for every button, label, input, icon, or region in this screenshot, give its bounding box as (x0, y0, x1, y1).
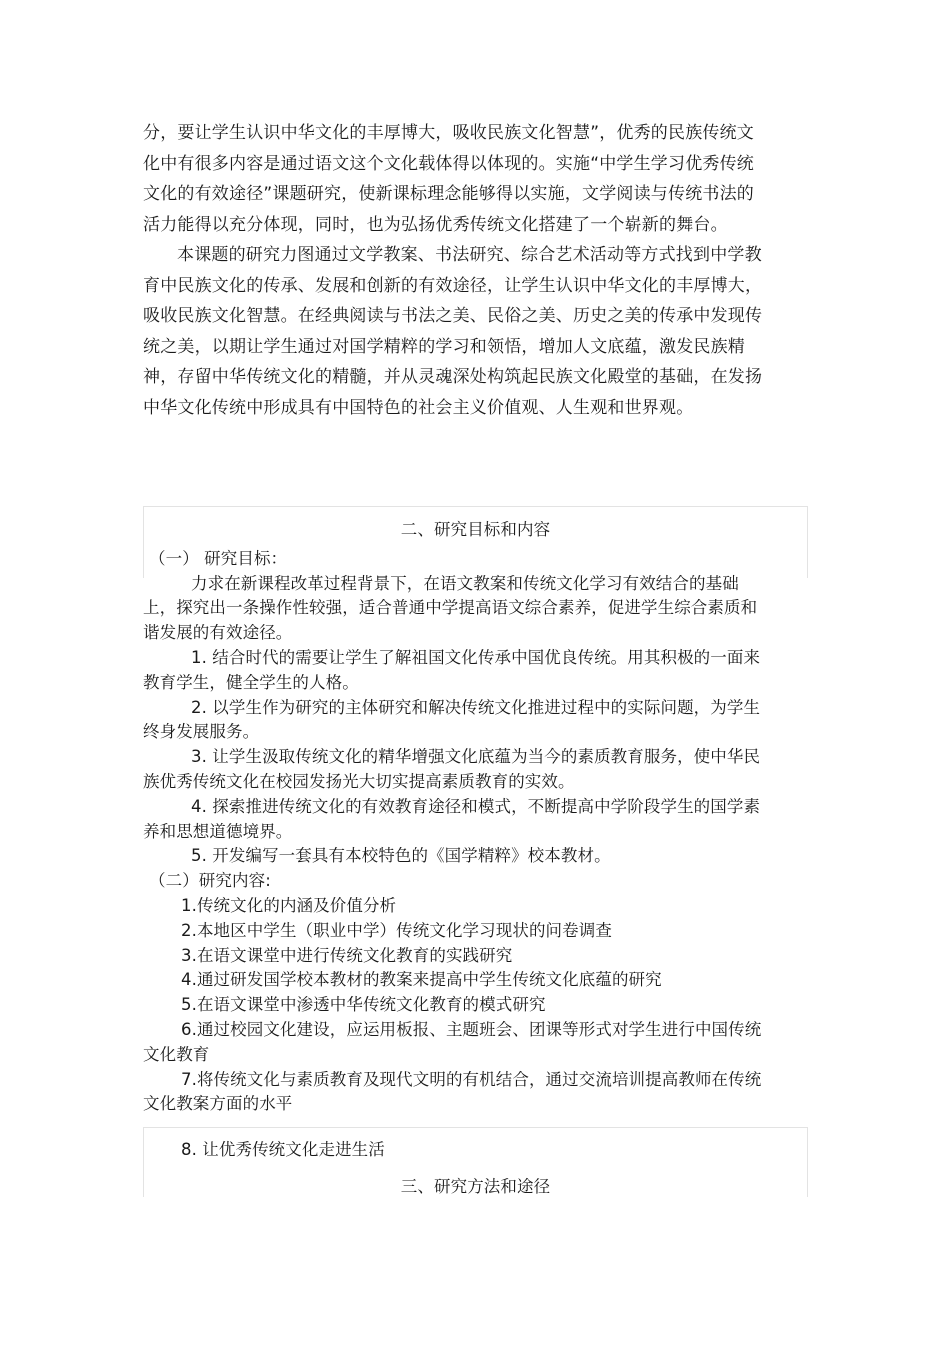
goals-intro: 力求在新课程改革过程背景下，在语文教案和传统文化学习有效结合的基础上，探究出一条操作性较强，适合普通中学提高语文综合素养，促进学生综合素质和谐发展的有效途径。 (143, 573, 758, 643)
table-border-top-2 (143, 1127, 808, 1128)
intro-text (143, 118, 763, 423)
goal-item: 1. 结合时代的需要让学生了解祖国文化传承中国优良传统。用其积极的一面来教育学生，健全学生的人格。 (143, 647, 761, 692)
content-item: 6.通过校园文化建设，应运用板报、主题班会、团课等形式对学生进行中国传统文化教育 (143, 1019, 762, 1064)
goal-item: 5. 开发编写一套具有本校特色的《国学精粹》校本教材。 (191, 846, 611, 866)
content-item: 1.传统文化的内涵及价值分析 (181, 895, 397, 915)
goals-title: （一） 研究目标： (149, 548, 288, 568)
content-item: 4.通过研发国学校本教材的教案来提高中学生传统文化底蕴的研究 (181, 970, 662, 990)
section-heading: 二、研究目标和内容 (400, 520, 551, 539)
table-border-top (143, 506, 808, 507)
content-item: 2.本地区中学生（职业中学）传统文化学习现状的问卷调查 (181, 920, 612, 940)
section-research-goals (143, 518, 768, 1117)
section-heading-3: 三、研究方法和途径 (400, 1176, 551, 1196)
content-item: 3.在语文课堂中进行传统文化教育的实践研究 (181, 945, 513, 965)
content-item: 7.将传统文化与素质教育及现代文明的有机结合，通过交流培训提高教师在传统文化教案方面的水平 (143, 1069, 762, 1114)
intro-paragraph-1: 分，要让学生认识中华文化的丰厚博大，吸收民族文化智慧”，优秀的民族传统文化中有很多内容是通过语文这个文化载体得以体现的。实施“中学生学习优秀传统文化的有效途径”课题研究，使新课标理念能够得以实施，文学阅读与传统书法的活力能得以充分体现，同时，也为弘扬优秀传统文化搭建了一个崭新的舞台。 (143, 123, 755, 235)
content-item: 5.在语文课堂中渗透中华传统文化教育的模式研究 (181, 995, 546, 1015)
content-title: （二）研究内容: (149, 871, 271, 891)
goal-item: 4. 探索推进传统文化的有效教育途径和模式，不断提高中学阶段学生的国学素养和思想道德境界。 (143, 796, 761, 841)
goal-item: 2. 以学生作为研究的主体研究和解决传统文化推进过程中的实际问题，为学生终身发展服务。 (143, 697, 761, 742)
section-research-methods (143, 1138, 768, 1200)
intro-paragraph-2: 本课题的研究力图通过文学教案、书法研究、综合艺术活动等方式找到中学教育中民族文化的传承、发展和创新的有效途径，让学生认识中华文化的丰厚博大，吸收民族文化智慧。在经典阅读与书法之美、民俗之美、历史之美的传承中发现传统之美，以期让学生通过对国学精粹的学习和领悟，增加人文底蕴，激发民族精神，存留中华传统文化的精髓，并从灵魂深处构筑起民族文化殿堂的基础，在发扬中华文化传统中形成具有中国特色的社会主义价值观、人生观和世界观。 (143, 245, 763, 418)
content-item-8: 8. 让优秀传统文化走进生活 (181, 1140, 385, 1159)
goal-item: 3. 让学生汲取传统文化的精华增强文化底蕴为当今的素质教育服务，使中华民族优秀传统文化在校园发扬光大切实提高素质教育的实效。 (143, 747, 761, 791)
